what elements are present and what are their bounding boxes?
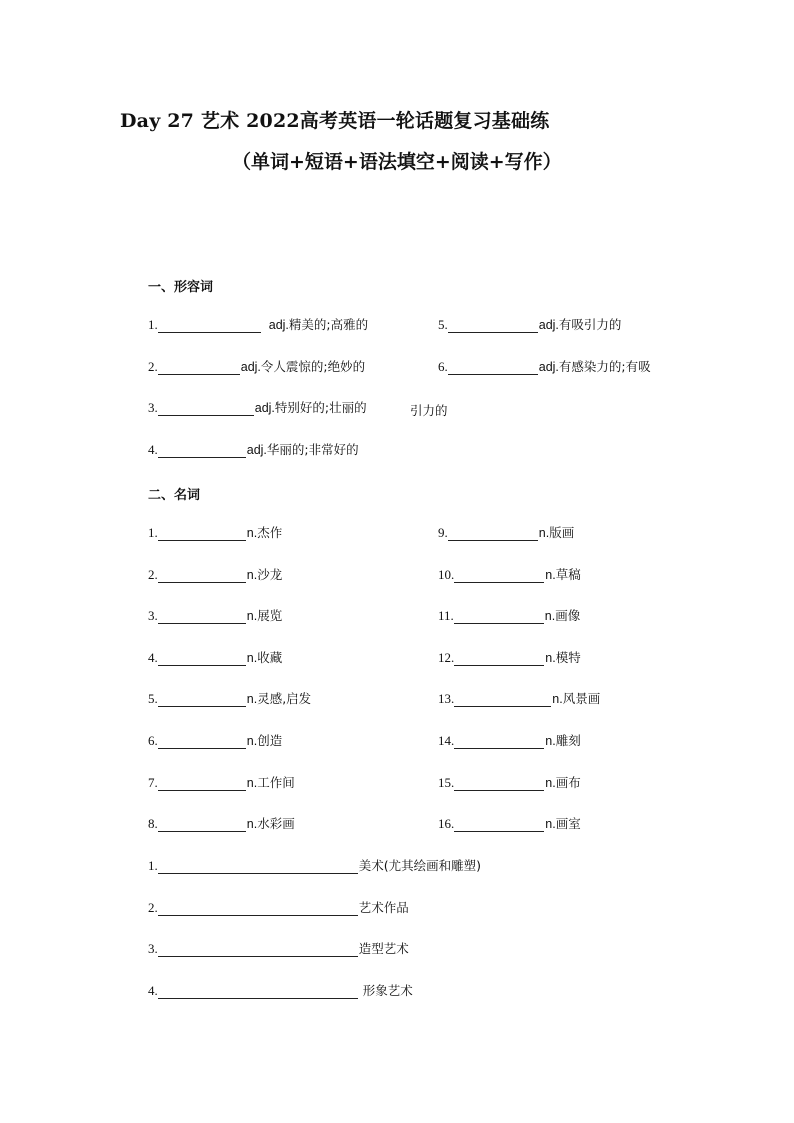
- item-meaning: 形象艺术: [362, 983, 413, 998]
- answer-blank[interactable]: [448, 319, 538, 333]
- answer-blank[interactable]: [454, 569, 544, 583]
- phrase-item: [148, 941, 409, 957]
- noun-item: [148, 650, 282, 666]
- item-meaning: 艺术作品: [358, 900, 409, 915]
- answer-blank[interactable]: [158, 860, 358, 874]
- noun-item: [148, 567, 282, 583]
- answer-blank[interactable]: [454, 610, 544, 624]
- item-number: 5.: [438, 317, 448, 332]
- part-of-speech: n.: [552, 692, 563, 706]
- phrase-item: [148, 983, 413, 999]
- item-number: 10.: [438, 567, 455, 582]
- section-heading-nouns: 二、名词: [148, 488, 201, 503]
- item-meaning: 画布: [555, 775, 581, 790]
- item-number: 6.: [438, 359, 448, 374]
- answer-blank[interactable]: [158, 402, 254, 416]
- answer-blank[interactable]: [454, 777, 544, 791]
- item-number: 3.: [148, 941, 158, 956]
- noun-item: [148, 775, 295, 791]
- item-meaning: 草稿: [555, 567, 581, 582]
- answer-blank[interactable]: [158, 818, 246, 832]
- item-meaning: 沙龙: [257, 567, 283, 582]
- noun-item: [148, 733, 282, 749]
- phrase-item: [148, 858, 481, 874]
- item-meaning: 收藏: [257, 650, 283, 665]
- answer-blank[interactable]: [158, 943, 358, 957]
- answer-blank[interactable]: [158, 652, 246, 666]
- item-number: 4.: [148, 983, 158, 998]
- item-number: 13.: [438, 691, 455, 706]
- item-meaning: 特别好的;壮丽的: [274, 400, 367, 415]
- item-meaning: 美术(尤其绘画和雕塑): [358, 858, 482, 873]
- adjective-item: [438, 317, 621, 333]
- item-number: 14.: [438, 733, 455, 748]
- part-of-speech: adj.: [268, 318, 289, 332]
- answer-blank[interactable]: [158, 985, 358, 999]
- noun-item: [438, 733, 581, 749]
- item-meaning: 水彩画: [257, 816, 295, 831]
- item-meaning: 造型艺术: [358, 941, 409, 956]
- part-of-speech: n.: [545, 817, 556, 831]
- item-meaning: 灵感,启发: [257, 691, 312, 706]
- noun-item: [148, 816, 295, 832]
- item-meaning: 令人震惊的;绝妙的: [260, 359, 366, 374]
- answer-blank[interactable]: [158, 361, 240, 375]
- part-of-speech: n.: [544, 609, 556, 623]
- answer-blank[interactable]: [158, 777, 246, 791]
- adjective-item: [148, 442, 359, 458]
- answer-blank[interactable]: [448, 527, 538, 541]
- section-heading-adjectives: 一、形容词: [148, 280, 214, 295]
- item-number: 16.: [438, 816, 455, 831]
- noun-item: [438, 525, 574, 541]
- item-meaning: 精美的;高雅的: [288, 317, 369, 332]
- answer-blank[interactable]: [158, 610, 246, 624]
- part-of-speech: n.: [246, 776, 258, 790]
- answer-blank[interactable]: [448, 361, 538, 375]
- item-number: 1.: [148, 858, 158, 873]
- part-of-speech: n.: [246, 651, 258, 665]
- item-number: 4.: [148, 650, 158, 665]
- answer-blank[interactable]: [158, 319, 261, 333]
- part-of-speech: adj.: [246, 443, 267, 457]
- adjective-item: [148, 317, 368, 333]
- answer-blank[interactable]: [158, 444, 246, 458]
- part-of-speech: n.: [545, 776, 556, 790]
- item-meaning: 展览: [257, 608, 283, 623]
- item-number: 6.: [148, 733, 158, 748]
- item-number: 4.: [148, 442, 158, 457]
- noun-item: [148, 525, 282, 541]
- item-number: 3.: [148, 400, 158, 415]
- part-of-speech: n.: [246, 526, 258, 540]
- meaning-continuation: 引力的: [410, 403, 448, 418]
- part-of-speech: n.: [538, 526, 550, 540]
- page-subtitle: （单词+短语+语法填空+阅读+写作）: [232, 151, 562, 173]
- answer-blank[interactable]: [158, 693, 246, 707]
- item-number: 8.: [148, 816, 158, 831]
- adjective-item: [148, 400, 367, 416]
- part-of-speech: adj.: [538, 318, 559, 332]
- item-number: 3.: [148, 608, 158, 623]
- item-meaning: 杰作: [257, 525, 283, 540]
- part-of-speech: n.: [246, 734, 258, 748]
- part-of-speech: n.: [246, 817, 258, 831]
- item-number: 1.: [148, 525, 158, 540]
- part-of-speech: n.: [545, 568, 556, 582]
- item-meaning: 版画: [549, 525, 575, 540]
- answer-blank[interactable]: [158, 569, 246, 583]
- noun-item: [438, 608, 580, 624]
- adjective-item: [438, 359, 651, 375]
- item-number: 12.: [438, 650, 455, 665]
- part-of-speech: adj.: [240, 360, 261, 374]
- item-number: 9.: [438, 525, 448, 540]
- answer-blank[interactable]: [454, 735, 544, 749]
- item-number: 2.: [148, 359, 158, 374]
- item-meaning: 创造: [257, 733, 283, 748]
- item-meaning: 有感染力的;有吸: [558, 359, 651, 374]
- item-meaning: 工作间: [257, 775, 295, 790]
- part-of-speech: n.: [246, 609, 258, 623]
- noun-item: [438, 691, 600, 707]
- item-number: 5.: [148, 691, 158, 706]
- answer-blank[interactable]: [158, 735, 246, 749]
- item-meaning: 画像: [555, 608, 581, 623]
- answer-blank[interactable]: [158, 902, 358, 916]
- item-number: 7.: [148, 775, 158, 790]
- part-of-speech: adj.: [538, 360, 559, 374]
- answer-blank[interactable]: [454, 818, 544, 832]
- item-number: 1.: [148, 317, 158, 332]
- item-meaning: 画室: [555, 816, 581, 831]
- noun-item: [438, 567, 581, 583]
- item-meaning: 风景画: [562, 691, 601, 706]
- phrase-item: [148, 900, 409, 916]
- noun-item: [148, 691, 311, 707]
- noun-item: [438, 650, 581, 666]
- noun-item: [438, 775, 581, 791]
- part-of-speech: adj.: [254, 401, 275, 415]
- item-number: 15.: [438, 775, 455, 790]
- item-number: 2.: [148, 567, 158, 582]
- item-meaning: 有吸引力的: [558, 317, 622, 332]
- answer-blank[interactable]: [454, 652, 544, 666]
- item-number: 11.: [438, 608, 454, 623]
- item-meaning: 模特: [555, 650, 581, 665]
- answer-blank[interactable]: [158, 527, 246, 541]
- part-of-speech: n.: [246, 692, 258, 706]
- part-of-speech: n.: [545, 734, 556, 748]
- adjective-item: [148, 359, 365, 375]
- part-of-speech: n.: [246, 568, 258, 582]
- part-of-speech: n.: [545, 651, 556, 665]
- noun-item: [438, 816, 581, 832]
- item-meaning: 雕刻: [555, 733, 581, 748]
- item-number: 2.: [148, 900, 158, 915]
- noun-item: [148, 608, 282, 624]
- answer-blank[interactable]: [454, 693, 551, 707]
- page-title: Day 27 艺术 2022高考英语一轮话题复习基础练: [120, 110, 550, 132]
- item-meaning: 华丽的;非常好的: [266, 442, 359, 457]
